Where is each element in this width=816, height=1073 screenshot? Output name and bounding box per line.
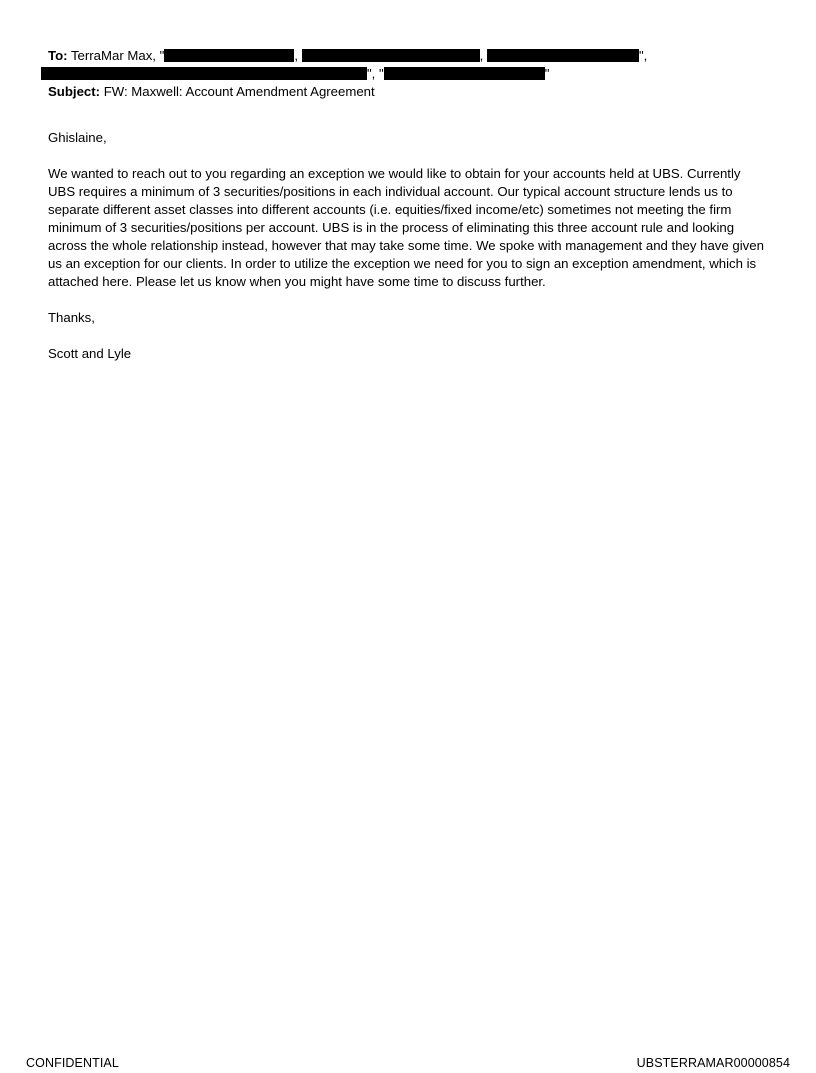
redaction-box bbox=[384, 67, 545, 80]
email-document bbox=[48, 47, 778, 363]
to-separator: , bbox=[479, 48, 487, 63]
to-recipient: TerraMar Max, " bbox=[70, 48, 165, 63]
to-continued-wrap bbox=[41, 66, 549, 81]
to-line-end: ", bbox=[638, 48, 648, 63]
to-line bbox=[48, 47, 778, 65]
subject-text: FW: Maxwell: Account Amendment Agreement bbox=[103, 84, 375, 99]
redaction-box bbox=[164, 49, 294, 62]
to-line-end: " bbox=[544, 66, 550, 81]
to-line-continued bbox=[48, 65, 778, 83]
to-separator: ", " bbox=[367, 66, 384, 81]
body-paragraph: We wanted to reach out to you regarding an exception we would like to obtain for your accounts held at UBS. Currently UBS requires a minimum of 3 securities/positions in each individual account. Our typical account structure lends us to separate different asset classes into different accounts (i.e. equities/fixed income/etc) sometimes not meeting the firm minimum of 3 securities/positions per account. UBS is in the process of eliminating this three account rule and looking across the whole relationship instead, however that may take some time. We spoke with management and they have given us an exception for our clients. In order to utilize the exception we need for you to sign an exception amendment, which is attached here. Please let us know when you might have some time to discuss further. bbox=[48, 166, 764, 289]
redaction-box bbox=[487, 49, 639, 62]
to-separator: , bbox=[294, 48, 302, 63]
bates-number: UBSTERRAMAR00000854 bbox=[636, 1056, 790, 1070]
closing-thanks: Thanks, bbox=[48, 310, 95, 325]
signature: Scott and Lyle bbox=[48, 346, 132, 361]
confidential-label: CONFIDENTIAL bbox=[26, 1056, 119, 1070]
to-label: To: bbox=[48, 48, 68, 63]
subject-line bbox=[48, 83, 778, 101]
subject-label: Subject: bbox=[48, 84, 101, 99]
redaction-box bbox=[41, 67, 367, 80]
redaction-box bbox=[302, 49, 480, 62]
greeting: Ghislaine, bbox=[48, 130, 107, 145]
